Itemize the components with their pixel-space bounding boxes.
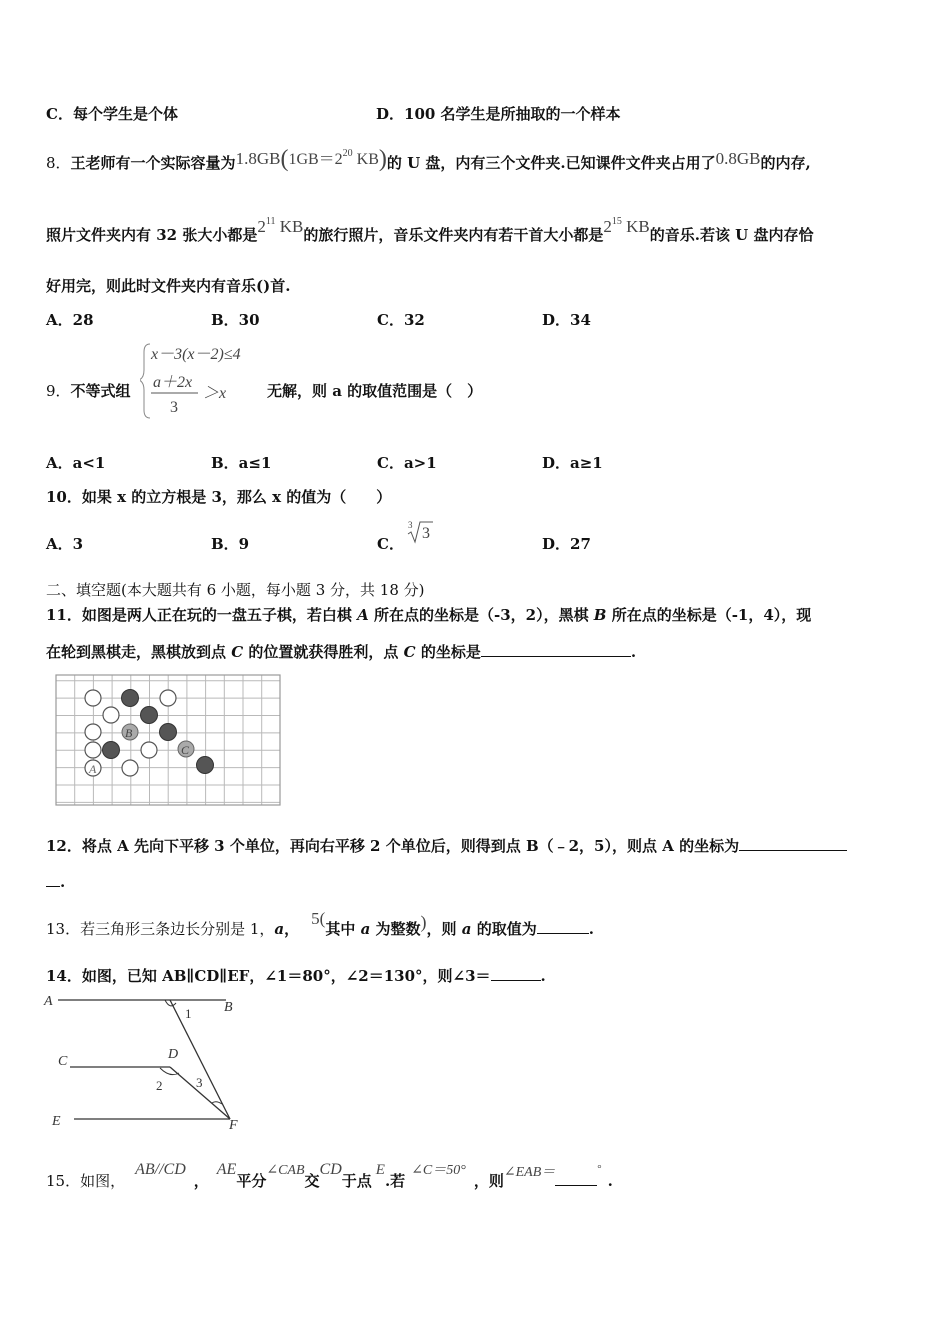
q8-text-6: 的音乐.若该 U 盘内存恰 (649, 226, 814, 244)
q13-var-a-2: a (360, 920, 371, 938)
q9-frac-num: a＋2x (153, 374, 193, 391)
q10-option-a: A．3 (46, 535, 84, 553)
q13-var-a: a (274, 920, 285, 938)
q15-angle-cab: ∠CAB (266, 1163, 305, 1178)
q12-answer-blank-cont (46, 886, 60, 887)
q13-text-d: 为整数 (370, 920, 421, 938)
q8-text-4: 照片文件夹内有 32 张大小都是 (46, 226, 258, 244)
parallel-lines-figure (40, 990, 250, 1132)
q15-text-a: 15．如图， (46, 1172, 126, 1190)
white-stone (85, 690, 101, 706)
q11-text-1c: 所在点的坐标是（-1，4），现 (606, 606, 812, 624)
q11-line2 (46, 641, 636, 662)
q8-text-2: 的 U 盘，内有三个文件夹.已知课件文件夹占用了 (386, 154, 716, 172)
q8-sup-11: 11 (265, 216, 276, 227)
q15-angle-eab: ∠EAB＝ (503, 1165, 556, 1180)
q13-text-e: ，则 (426, 920, 462, 938)
q15-answer-blank (555, 1185, 597, 1186)
q10-cube-root (405, 518, 435, 546)
q12-line1 (46, 835, 847, 856)
q11-point-b: B (593, 606, 607, 624)
q8-option-a: A．28 (46, 311, 94, 329)
q10-root-index: 3 (408, 520, 413, 530)
label-e: E (52, 1114, 61, 1129)
q8-base-1: 2 (257, 217, 266, 236)
label-c: C (181, 743, 190, 757)
q8-base-2: 2 (603, 217, 612, 236)
q13-five-paren: 5( (311, 909, 326, 928)
gomoku-board-figure (54, 673, 282, 807)
q13-text-f: 的取值为 (471, 920, 537, 938)
q8-text-1: 王老师有一个实际容量为 (70, 154, 236, 172)
q9-option-a: A．a<1 (46, 454, 106, 472)
q8-option-b: B．30 (211, 311, 260, 329)
q9-gt-x: ＞x (203, 385, 227, 402)
q13-var-a-3: a (461, 920, 472, 938)
q15-line (46, 1161, 613, 1191)
q14-line (46, 965, 546, 986)
q15-text-c: 平分 (236, 1172, 267, 1190)
q7-option-c: C．每个学生是个体 (46, 105, 178, 123)
black-stone (103, 742, 120, 759)
q15-period: . (607, 1172, 613, 1190)
q9-text-1: 不等式组 (70, 382, 131, 400)
black-stone (122, 690, 139, 707)
q8-used: 0.8GB (715, 149, 761, 168)
label-a: A (89, 762, 97, 776)
q12-text: 12．将点 A 先向下平移 3 个单位，再向右平移 2 个单位后，则得到点 B（﹣2，5），则点 A 的坐标为 (46, 837, 740, 855)
q8-line2 (46, 216, 814, 245)
q8-kb-1: KB (275, 217, 304, 236)
q8-line1 (46, 148, 811, 175)
q13-line (46, 909, 594, 939)
q11-period: . (630, 643, 637, 661)
q13-period: . (588, 920, 594, 938)
angle-3-arc (212, 1102, 222, 1104)
label-d: D (168, 1047, 179, 1062)
q8-option-d: D．34 (542, 311, 591, 329)
q11-text-1b: 所在点的坐标是（-3，2），黑棋 (368, 606, 594, 624)
q8-sup-20: 20 (342, 148, 353, 159)
q15-ae: AE (216, 1161, 237, 1178)
q12-period: . (60, 873, 66, 891)
q8-option-c: C．32 (377, 311, 425, 329)
label-angle-2: 2 (156, 1078, 163, 1093)
q14-answer-blank (491, 980, 541, 981)
q11-text-1a: 11．如图是两人正在玩的一盘五子棋，若白棋 (46, 606, 358, 624)
q15-text-d: 交 (304, 1172, 320, 1190)
q15-cd: CD (319, 1161, 342, 1178)
q7-option-d: D．100 名学生是所抽取的一个样本 (376, 105, 621, 123)
label-angle-1: 1 (185, 1006, 192, 1021)
q15-degree: ° (597, 1163, 602, 1175)
q11-point-a: A (357, 606, 369, 624)
q14-text: 14．如图，已知 AB∥CD∥EF，∠1＝80°，∠2＝130°，则∠3＝ (46, 967, 491, 985)
white-stone (85, 742, 101, 758)
q8-text-5: 的旅行照片，音乐文件夹内有若干首大小都是 (303, 226, 604, 244)
q8-lparen: ( (280, 146, 289, 172)
white-stone (122, 760, 138, 776)
q8-eq-b: KB (352, 151, 379, 168)
q15-text-g: ，则 (473, 1172, 504, 1190)
label-a: A (44, 994, 53, 1009)
q13-comma: ， (284, 920, 300, 938)
q8-eq-a: 1GB＝2 (288, 151, 343, 168)
label-angle-3: 3 (196, 1075, 203, 1090)
q9-option-b: B．a≤1 (211, 454, 272, 472)
black-stone (141, 707, 158, 724)
white-stone (103, 707, 119, 723)
angle-2-arc (160, 1068, 179, 1075)
q10-option-d: D．27 (542, 535, 591, 553)
q8-sup-15: 15 (611, 216, 622, 227)
q9-option-c: C．a>1 (377, 454, 437, 472)
label-b: B (224, 1000, 233, 1015)
white-stone (85, 724, 101, 740)
label-c: C (58, 1054, 68, 1069)
q8-capacity: 1.8GB (235, 149, 281, 168)
q14-period: . (540, 967, 546, 985)
q13-answer-blank (537, 933, 589, 934)
black-stone (197, 757, 214, 774)
q11-text-2b: 的位置就获得胜利，点 (243, 643, 404, 661)
q9-lead (46, 380, 131, 401)
q11-point-c: C (231, 643, 244, 661)
label-f: F (229, 1118, 238, 1132)
q10-option-b: B．9 (211, 535, 250, 553)
q8-number: 8． (46, 154, 71, 172)
q12-line2 (46, 873, 65, 891)
q11-point-c-2: C (403, 643, 416, 661)
q10-radicand: 3 (422, 525, 430, 542)
q8-line3: 好用完，则此时文件夹内有音乐()首. (46, 277, 291, 295)
q15-angle-c: ∠C＝50° (411, 1163, 466, 1178)
q8-text-3: 的内存, (760, 154, 811, 172)
q11-text-2c: 的坐标是 (415, 643, 481, 661)
q12-answer-blank (739, 850, 847, 851)
q9-line1: x－3(x－2)≤4 (151, 346, 241, 363)
transversal-bf (170, 1000, 230, 1119)
q15-text-f: .若 (384, 1172, 406, 1190)
q9-number: 9． (46, 382, 71, 400)
q9-text-2: 无解，则 a 的取值范围是（ ） (267, 382, 483, 400)
white-stone (141, 742, 157, 758)
q11-line1 (46, 604, 811, 625)
black-stone (160, 724, 177, 741)
white-stone (160, 690, 176, 706)
q13-text-a: 13．若三角形三条边长分别是 1， (46, 920, 275, 938)
q9-option-d: D．a≥1 (542, 454, 603, 472)
q11-text-2a: 在轮到黑棋走，黑棋放到点 (46, 643, 232, 661)
q11-answer-blank (481, 656, 631, 657)
q10-question: 10．如果 x 的立方根是 3，那么 x 的值为（ ） (46, 488, 392, 506)
q15-ab-parallel-cd: AB//CD (135, 1161, 186, 1178)
q8-kb-2: KB (621, 217, 650, 236)
q15-text-e: 于点 (341, 1172, 372, 1190)
q9-inequality-system (140, 340, 270, 420)
q15-point-e: E (375, 1162, 385, 1178)
q9-brace (140, 344, 150, 418)
q15-comma: ， (193, 1172, 209, 1190)
section-2-heading: 二、填空题(本大题共有 6 小题，每小题 3 分，共 18 分) (46, 581, 425, 599)
q13-rparen: ) (420, 912, 427, 932)
q10-option-c: C． (377, 535, 404, 553)
q9-frac-den: 3 (170, 399, 178, 416)
label-b: B (125, 726, 133, 740)
q13-text-c: 其中 (325, 920, 361, 938)
q8-rparen: ) (378, 146, 387, 172)
